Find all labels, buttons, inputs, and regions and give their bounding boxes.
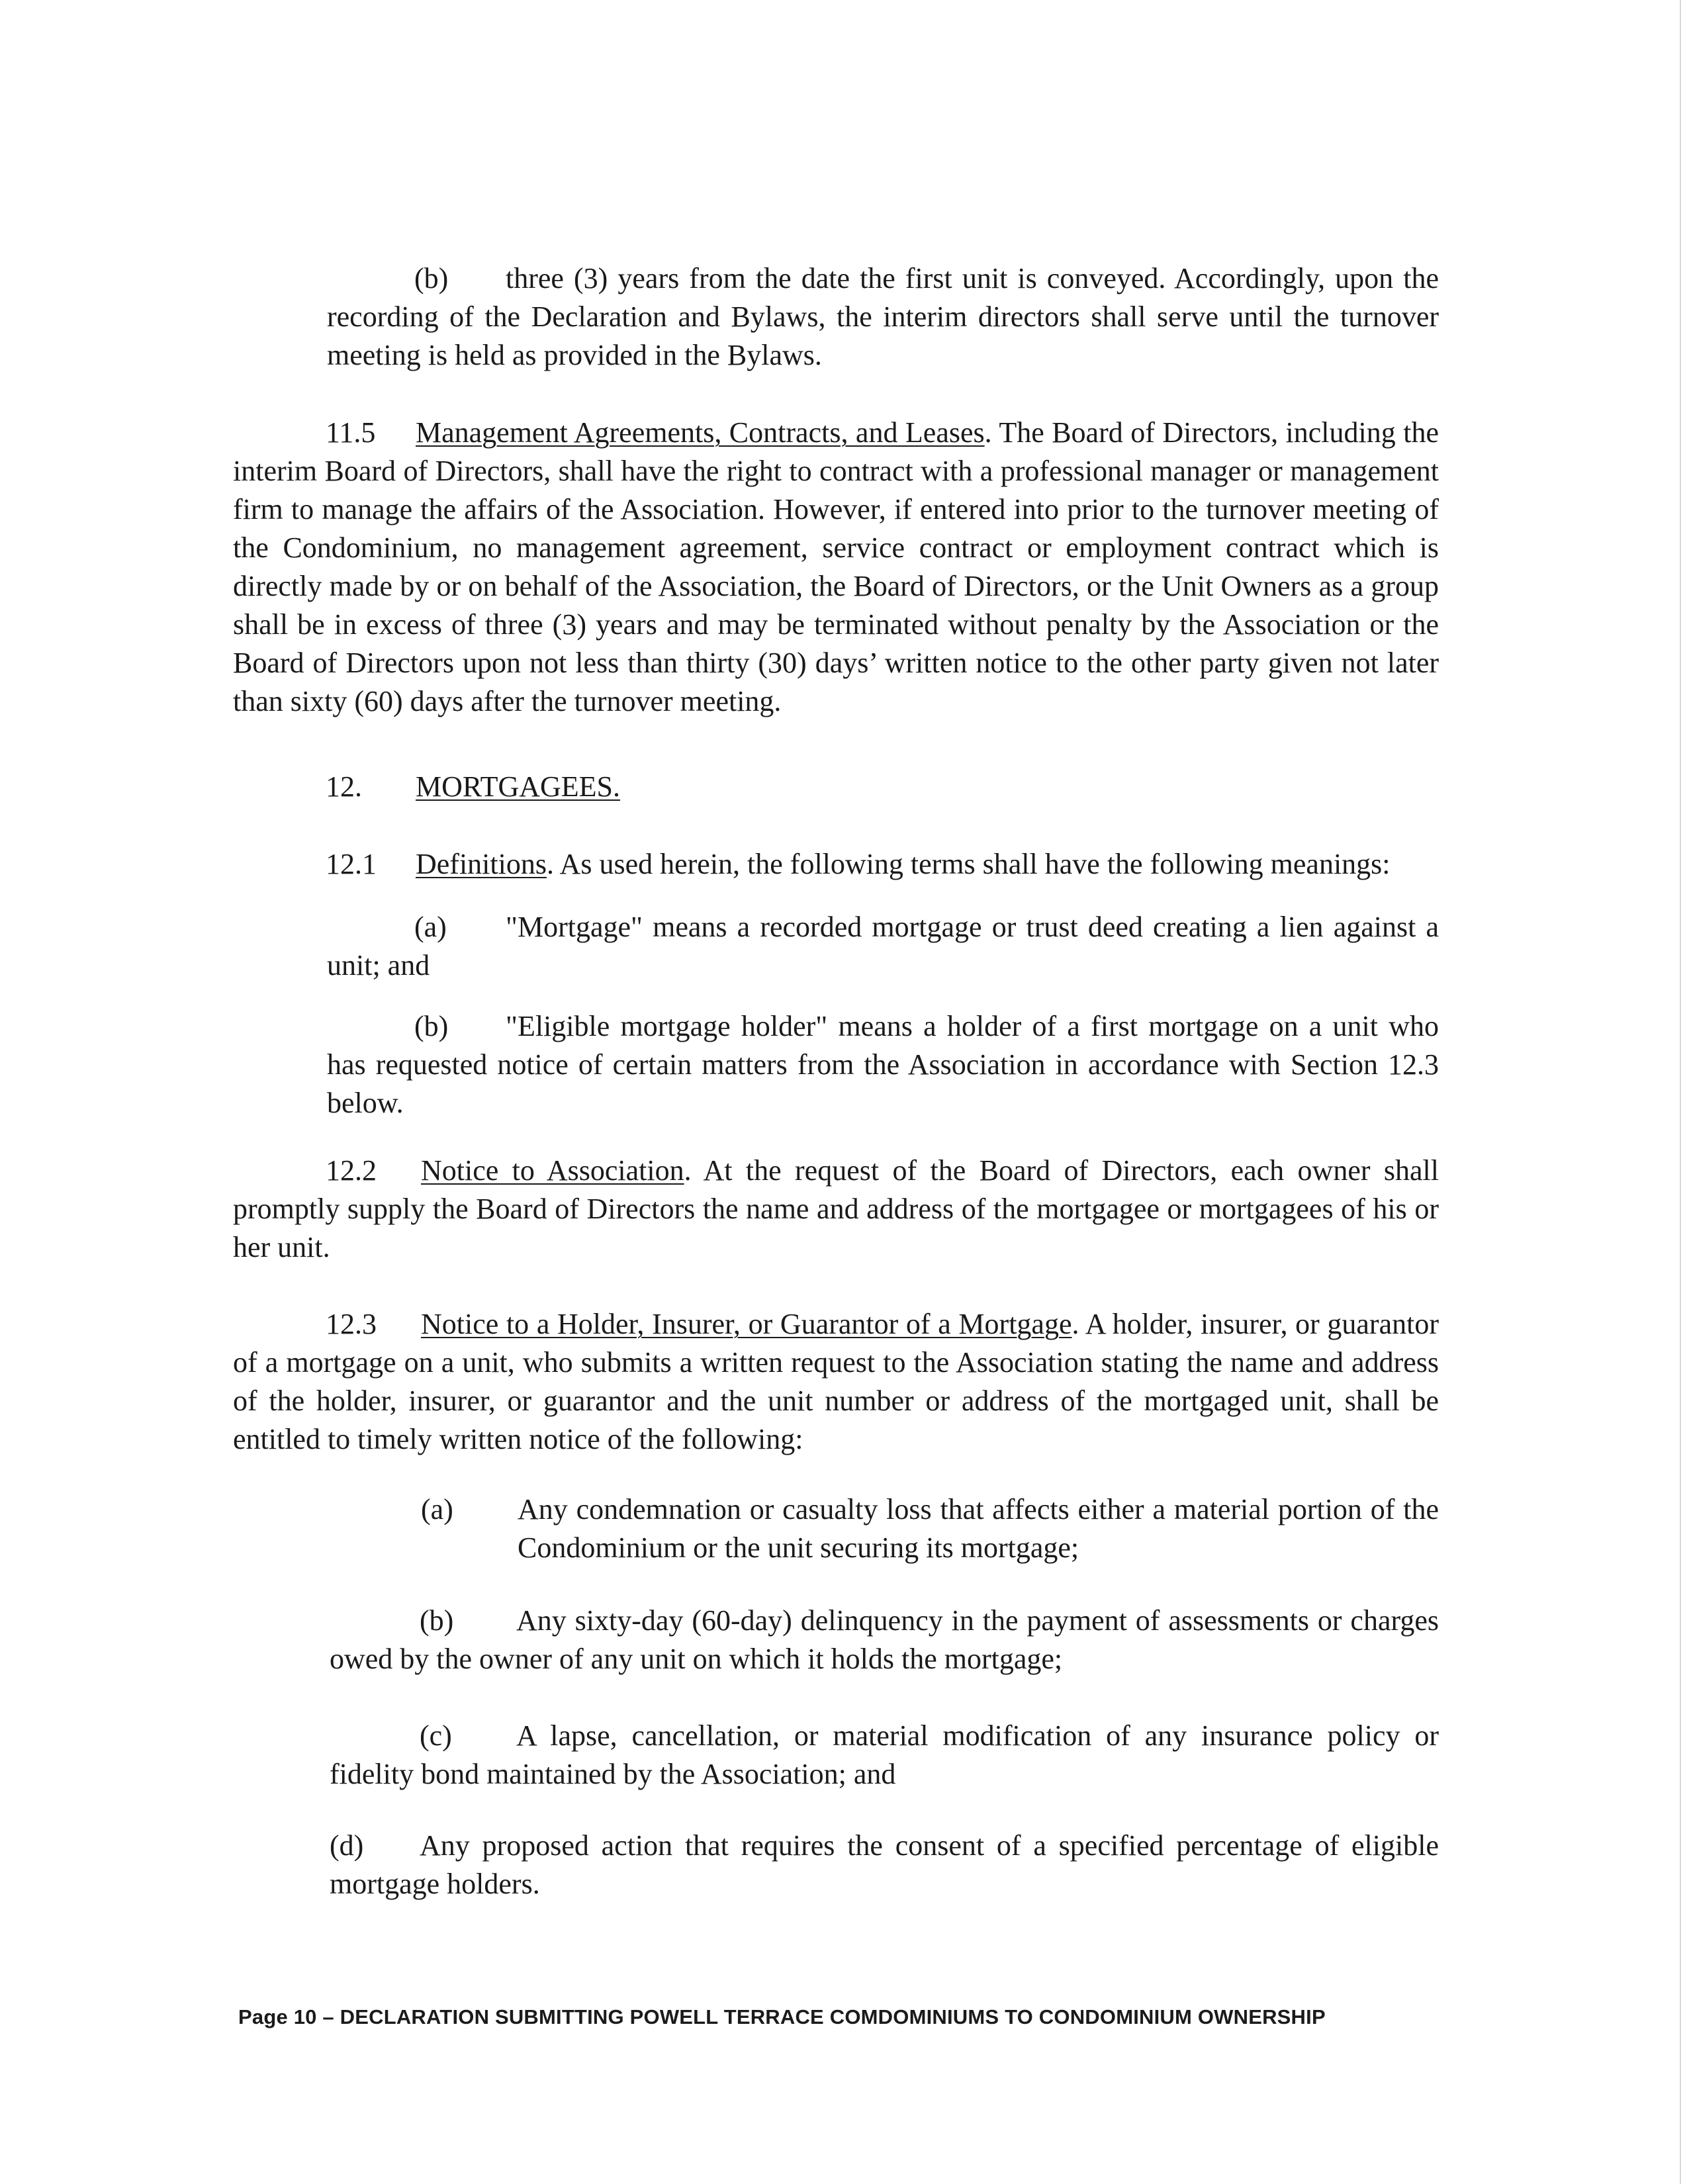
section-number: 11.5 <box>326 416 376 449</box>
item-text: Any proposed action that requires the consent of a specified percentage of eligible mortgage holders. <box>330 1829 1439 1900</box>
item-label: (c) <box>420 1719 452 1752</box>
section-text: . At the request of the Board of Directors, each owner shall promptly supply the Board of Directors the name and address of the mortgagee or mortgagees of his or her unit. <box>233 1154 1439 1263</box>
paragraph-11-4-b <box>327 259 1439 375</box>
section-heading: Notice to Association <box>421 1154 684 1187</box>
section-number: 12.2 <box>326 1154 377 1187</box>
item-text: "Eligible mortgage holder" means a holder of a first mortgage on a unit who has requested notice of certain matters from the Association in accordance with Section 12.3 below. <box>327 1010 1439 1119</box>
section-number: 12.1 <box>326 848 377 880</box>
section-12-3 <box>233 1305 1439 1459</box>
item-text: Any sixty-day (60-day) delinquency in the payment of assessments or charges owed by the owner of any unit on which it holds the mortgage; <box>330 1604 1439 1675</box>
page-footer: Page 10 – DECLARATION SUBMITTING POWELL TERRACE COMDOMINIUMS TO CONDOMINIUM OWNERSHIP <box>238 2005 1326 2028</box>
section-number: 12.3 <box>326 1308 377 1340</box>
paragraph-12-3-b <box>330 1602 1439 1678</box>
item-text: "Mortgage" means a recorded mortgage or trust deed creating a lien against a unit; and <box>327 911 1439 981</box>
paragraph-12-1-a <box>327 908 1439 985</box>
section-heading: Management Agreements, Contracts, and Leases <box>416 416 985 449</box>
item-label: (a) <box>414 911 447 943</box>
section-heading: Notice to a Holder, Insurer, or Guarantor of a Mortgage <box>421 1308 1072 1340</box>
section-heading: MORTGAGEES. <box>416 770 621 803</box>
section-heading: Definitions <box>416 848 547 880</box>
item-label: (b) <box>414 262 449 295</box>
item-text: Any condemnation or casualty loss that affects either a material portion of the Condominium or the unit securing its mortgage; <box>518 1493 1439 1564</box>
section-text: . A holder, insurer, or guarantor of a mortgage on a unit, who submits a written request to the Association stating the name and address of the holder, insurer, or guarantor and the unit number or address of the mortgaged unit, shall be entitled to timely written notice of the following: <box>233 1308 1439 1455</box>
paragraph-12-1-b <box>327 1007 1439 1122</box>
item-label: (b) <box>420 1604 454 1637</box>
section-number: 12. <box>326 770 362 803</box>
item-label: (d) <box>330 1829 364 1862</box>
section-text: . As used herein, the following terms shall have the following meanings: <box>546 848 1391 880</box>
section-text: . The Board of Directors, including the interim Board of Directors, shall have the right to contract with a professional manager or management firm to manage the affairs of the Association. However, if entered into prior to the turnover meeting of the Condominium, no management agreement, service contract or employment contract which is directly made by or on behalf of the Association, the Board of Directors, or the Unit Owners as a group shall be in excess of three (3) years and may be terminated without penalty by the Association or the Board of Directors upon not less than thirty (30) days’ written notice to the other party given not later than sixty (60) days after the turnover meeting. <box>233 416 1439 717</box>
paragraph-12-3-c <box>330 1717 1439 1794</box>
paragraph-12-3-d <box>330 1827 1439 1903</box>
item-text: three (3) years from the date the first unit is conveyed. Accordingly, upon the recording of the Declaration and Bylaws, the interim directors shall serve until the turnover meeting is held as provided in the Bylaws. <box>327 262 1439 371</box>
paragraph-12-3-a <box>421 1490 1439 1570</box>
item-label: (b) <box>414 1010 449 1042</box>
item-label: (a) <box>421 1493 453 1525</box>
section-12-1 <box>326 845 1439 884</box>
section-11-5 <box>233 414 1439 721</box>
item-text: A lapse, cancellation, or material modification of any insurance policy or fidelity bond maintained by the Association; and <box>330 1719 1439 1790</box>
section-12 <box>326 768 1438 806</box>
section-12-2 <box>233 1152 1439 1267</box>
